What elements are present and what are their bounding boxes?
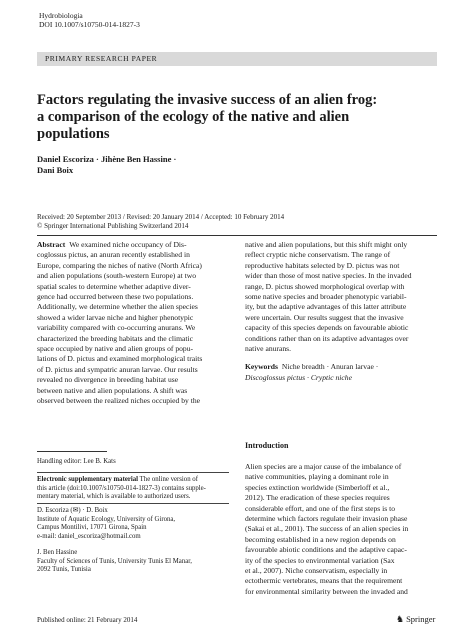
intro-line: favourable abiotic conditions and the adaptive capac-: [245, 545, 407, 555]
abstract-line: capacity of this species depends on favourable abiotic: [245, 323, 409, 333]
abstract-line: variability compared with co-occurring anurans. We: [37, 323, 196, 333]
esm-note: Electronic supplementary material The online version of this article (doi:10.1007/s10750-014-1827-3) contains supple- mentary material, which is available to authorized users.: [37, 476, 206, 501]
journal-doi: DOI 10.1007/s10750-014-1827-3: [39, 20, 140, 29]
article-dates: [37, 213, 284, 231]
abstract-line: some native species and broader phenotypic variabil-: [245, 292, 407, 302]
abstract-line: and alien populations (south-western Europe) at two: [37, 271, 197, 281]
article-type-banner: PRIMARY RESEARCH PAPER: [37, 52, 437, 66]
abstract-line: showed a wider larvae niche and higher phenotypic: [37, 312, 194, 322]
footnote-divider: [37, 451, 107, 452]
footnote-rule: [37, 503, 229, 504]
springer-horse-icon: ♞: [396, 614, 405, 624]
abstract-line: of D. pictus and sympatric anuran larvae. Our results: [37, 364, 198, 374]
copyright-notice: © Springer International Publishing Switzerland 2014: [37, 222, 189, 230]
email-link[interactable]: e-mail: daniel_escoriza@hotmail.com: [37, 532, 141, 540]
publisher-logo: [396, 614, 435, 624]
article-title: [37, 92, 437, 143]
intro-line: for environmental similarity between the invaded and: [245, 586, 408, 596]
header-divider: [37, 235, 437, 236]
intro-line: native communities, playing a dominant role in: [245, 472, 389, 482]
abstract-line: native and alien populations, but this shift might only: [245, 240, 408, 249]
intro-line: ectothermic vertebrates, means that the requirement: [245, 576, 403, 586]
intro-line: considerable effort, and one of the first steps is to: [245, 503, 396, 513]
intro-line: ity of the species to environmental variation (Sax: [245, 555, 395, 565]
title-line: populations: [37, 126, 110, 142]
intro-line: (Sakai et al., 2001). The success of an alien species in: [245, 524, 409, 534]
authors-line: Dani Boix: [37, 165, 74, 175]
abstract-line: space occupied by native and alien groups of popu-: [37, 344, 194, 354]
abstract-continued: [245, 240, 437, 383]
title-line: Factors regulating the invasive success of an alien frog:: [37, 92, 378, 108]
handling-editor: Handling editor: Lee B. Kats: [37, 458, 116, 465]
intro-line: species extinction worldwide (Simberloff et al.,: [245, 482, 390, 492]
abstract-line: conditions rather than on its adaptive advantages over: [245, 333, 409, 343]
published-date: Published online: 21 February 2014: [37, 616, 138, 624]
abstract-line: reproductive habitats selected by D. pictus was not: [245, 260, 400, 270]
abstract-label: Abstract: [37, 240, 66, 249]
intro-line: Alien species are a major cause of the imbalance of: [245, 462, 402, 471]
abstract-line: range, D. pictus showed morphological overlap with: [245, 281, 405, 291]
affiliation-2: J. Ben Hassine Faculty of Sciences of Tunis, University Tunis El Manar, 2092 Tunis, Tunisia: [37, 549, 192, 574]
keywords-line: Keywords Niche breadth · Anuran larvae ·: [245, 362, 379, 372]
abstract-line: lations of D. pictus and examined morphological traits: [37, 354, 203, 364]
section-heading-introduction: Introduction: [245, 441, 289, 450]
journal-name: Hydrobiologia: [39, 11, 83, 20]
abstract-line: Europe, comparing the niches of native (North Africa): [37, 260, 202, 270]
intro-line: 2012). The eradication of these species requires: [245, 493, 390, 503]
abstract-line: Abstract We examined niche occupancy of Dis-: [37, 240, 187, 249]
abstract-line: coglossus pictus, an anuran recently established in: [37, 250, 190, 260]
abstract-line: Additionally, we determine whether the alien species: [37, 302, 198, 312]
keywords-label: Keywords: [245, 362, 278, 372]
abstract-column: [37, 240, 229, 407]
abstract-line: native anurans.: [245, 344, 291, 354]
abstract-line: characterized the breeding habitats and the climatic: [37, 333, 194, 343]
abstract-line: spatial scales to determine whether adaptive diver-: [37, 281, 191, 291]
keywords-line: Discoglossus pictus · Cryptic niche: [245, 372, 352, 382]
abstract-line: between native and alien populations. A shift was: [37, 385, 188, 395]
abstract-line: ity, but the adaptive advantages of this latter attribute: [245, 302, 407, 312]
abstract-line: were uncertain. Our results suggest that the invasive: [245, 312, 404, 322]
intro-line: et al., 2007). Niche conservatism, especially in: [245, 566, 388, 576]
author-list: [37, 154, 297, 176]
abstract-line: wider than those of most native species. In the invaded: [245, 271, 412, 281]
intro-line: determine which factors regulate their invasion phase: [245, 514, 408, 524]
footnote-rule: [37, 472, 229, 473]
received-dates: Received: 20 September 2013 / Revised: 20 January 2014 / Accepted: 10 February 2014: [37, 213, 285, 221]
abstract-line: reflect cryptic niche conservatism. The range of: [245, 250, 391, 260]
esm-label: Electronic supplementary material: [37, 476, 139, 483]
abstract-line: observed between the realized niches occupied by the: [37, 396, 200, 406]
abstract-line: revealed no divergence in breeding habitat use: [37, 375, 179, 385]
affiliation-1: D. Escoriza (✉) · D. Boix Institute of Aquatic Ecology, University of Girona, Campus Montilivi, 17071 Girona, Spain e-mail: daniel_escoriza@hotmail.com: [37, 507, 229, 541]
authors-line: Daniel Escoriza · Jihène Ben Hassine ·: [37, 154, 177, 164]
introduction-body: [245, 462, 437, 597]
journal-header: [39, 11, 140, 29]
title-line: a comparison of the ecology of the native and alien: [37, 109, 350, 125]
abstract-line: gence had occurred between these two populations.: [37, 292, 194, 302]
intro-line: becoming established in a new region depends on: [245, 534, 396, 544]
publisher-name: Springer: [406, 614, 436, 624]
